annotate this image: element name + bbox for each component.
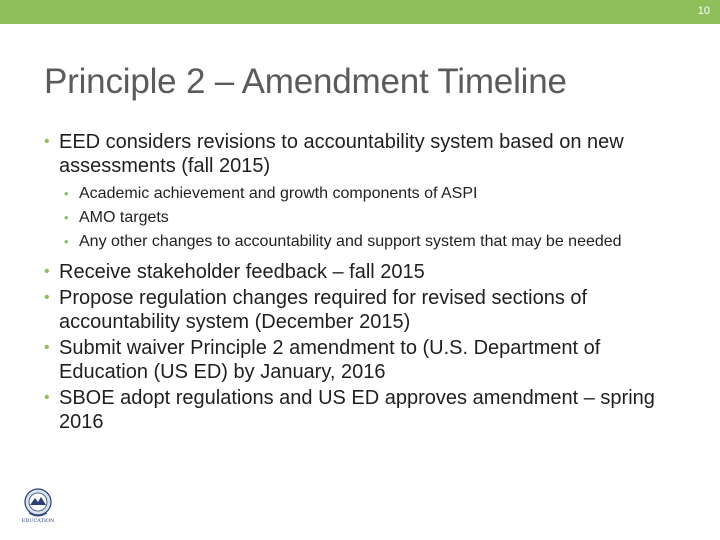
bullet-dot-icon: •: [44, 389, 50, 406]
sub-bullet-item: [64, 232, 684, 252]
bullet-dot-icon: •: [44, 339, 50, 356]
top-accent-bar: [0, 0, 720, 24]
sub-bullet-item: [64, 184, 684, 204]
bullet-list: [44, 130, 684, 434]
sub-bullet-list: [64, 184, 684, 252]
bullet-text: Submit waiver Principle 2 amendment to (U.S. Department of Education (US ED) by January, 2016: [59, 337, 601, 383]
sub-bullet-dot-icon: •: [64, 186, 69, 201]
bullet-item: [44, 386, 684, 434]
slide-title: Principle 2 – Amendment Timeline: [44, 62, 567, 101]
sub-bullet-text: Academic achievement and growth components of ASPI: [79, 185, 478, 202]
sub-bullet-text: AMO targets: [79, 209, 169, 226]
bullet-item: [44, 336, 684, 384]
sub-bullet-dot-icon: •: [64, 234, 69, 249]
sub-bullet-text: Any other changes to accountability and support system that may be needed: [79, 233, 622, 250]
bullet-text: EED considers revisions to accountability system based on new assessments (fall 2015): [59, 131, 624, 177]
logo-text: EDUCATION: [21, 518, 55, 524]
bullet-text: Receive stakeholder feedback – fall 2015: [59, 261, 425, 283]
bullet-dot-icon: •: [44, 263, 50, 280]
education-department-seal-icon: [14, 486, 62, 532]
bullet-item: [44, 286, 684, 334]
bullet-item: [44, 260, 684, 284]
bullet-dot-icon: •: [44, 289, 50, 306]
bullet-item: [44, 130, 684, 178]
sub-bullet-item: [64, 208, 684, 228]
slide-number: 10: [697, 5, 710, 17]
bullet-text: SBOE adopt regulations and US ED approves amendment – spring 2016: [59, 387, 655, 433]
sub-bullet-dot-icon: •: [64, 210, 69, 225]
bullet-text: Propose regulation changes required for revised sections of accountability system (December 2015): [59, 287, 588, 333]
bullet-dot-icon: •: [44, 133, 50, 150]
